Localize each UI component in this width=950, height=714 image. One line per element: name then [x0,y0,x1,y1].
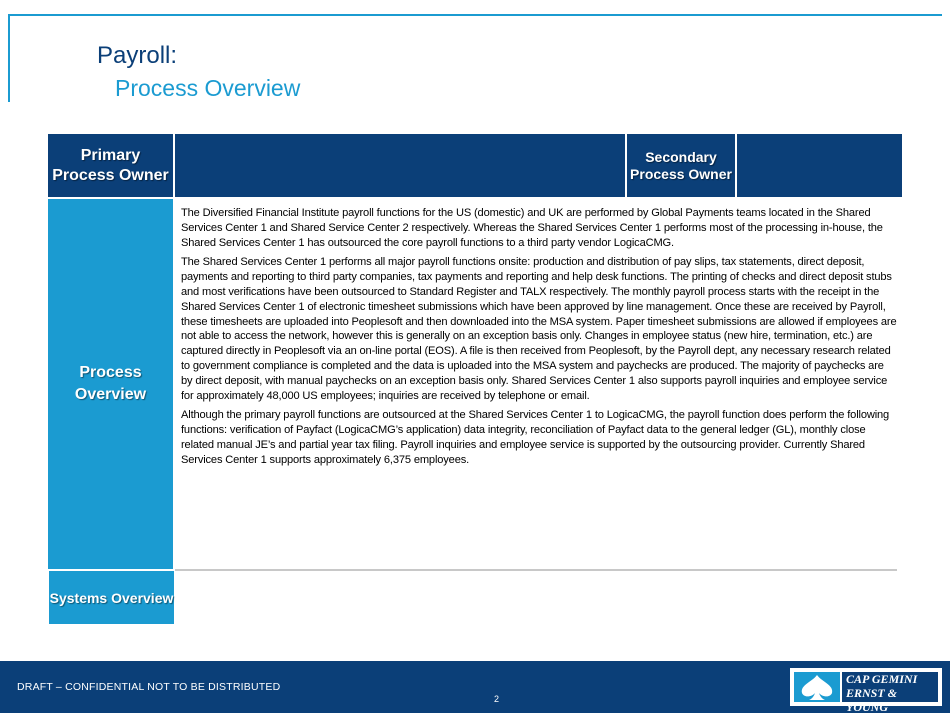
company-logo [790,668,942,714]
primary-owner-label [48,134,173,197]
logo-line-1: CAP GEMINI [846,672,918,686]
process-overview-label [48,199,173,569]
overview-paragraph: The Shared Services Center 1 performs all major payroll functions onsite: production and distribution of pay slips, tax statements, direct deposit, payments and reporting to third party companies, tax payments and reporting and help desk functions. The printing of checks and direct deposit stubs and most verifications have been outsourced to Standard Register and TALX respectively. The monthly payroll process starts with the receipt in the Shared Services Center 1 of electronic timesheet submissions which have been approved by line management. Once these are received by Payroll, these timesheets are uploaded into Peoplesoft and then downloaded into the MSA system. Paper timesheet submissions are allowed if employees are not able to access the network, however this is generally on an exception basis only. Changes in employee status (new hire, termination, etc.) are captured directly in Peoplesoft via an on-line portal (EOS). A file is then received from Peoplesoft, by the Payroll dept, any necessary research related to government compliance is completed and the data is uploaded into the MSA system and paychecks are produced. The majority of paychecks are by direct deposit, with manual paychecks on an exception basis only. Shared Services Center 1 also supports payroll inquiries and employee service for approximately 48,000 US employees; inquiries are received by telephone or email. [181,256,897,402]
overview-paragraph: Although the primary payroll functions are outsourced at the Shared Services Center 1 to LogicaCMG, the payroll function does perform the following functions: verification of Payfact (LogicaCMG’s application) data integrity, reconciliation of Payfact data to the general ledger (GL), monthly close related manual JE’s and partial year tax filing. Payroll inquiries and employee service is supported by the outsourcing provider. Currently Shared Services Center 1 supports approximately 6,375 employees. [181,409,890,466]
primary-owner-value [175,134,625,197]
overview-paragraph: The Diversified Financial Institute payroll functions for the US (domestic) and UK are performed by Global Payments teams located in the Shared Services Center 1 and Shared Service Center 2 respectively. Whereas the Shared Services Center 1 performs most of the processing in-house, the Shared Services Center 1 has outsourced the core payroll functions to a third party vendor LogicaCMG. [181,207,883,249]
systems-overview-label-text: Systems Overview [49,589,174,606]
spade-icon [794,672,840,702]
footer-bar [0,661,950,713]
slide-title: Payroll: [97,42,178,69]
systems-overview-label [49,571,174,624]
process-overview-label-text: Process Overview [74,364,147,403]
page-number: 2 [494,694,500,704]
process-overview-text [181,206,897,566]
secondary-owner-value [737,134,902,197]
primary-owner-label-text: Primary Process Owner [52,146,169,184]
confidential-notice: DRAFT – CONFIDENTIAL NOT TO BE DISTRIBUTED [17,681,281,693]
logo-wordmark [842,672,938,714]
secondary-owner-label-text: Secondary Process Owner [630,148,732,182]
systems-overview-value [176,571,898,624]
header-left-rule [8,14,10,102]
secondary-owner-label [627,134,735,197]
logo-line-2: ERNST & YOUNG [846,686,898,714]
header-top-rule [8,14,942,16]
slide-subtitle: Process Overview [115,75,301,101]
